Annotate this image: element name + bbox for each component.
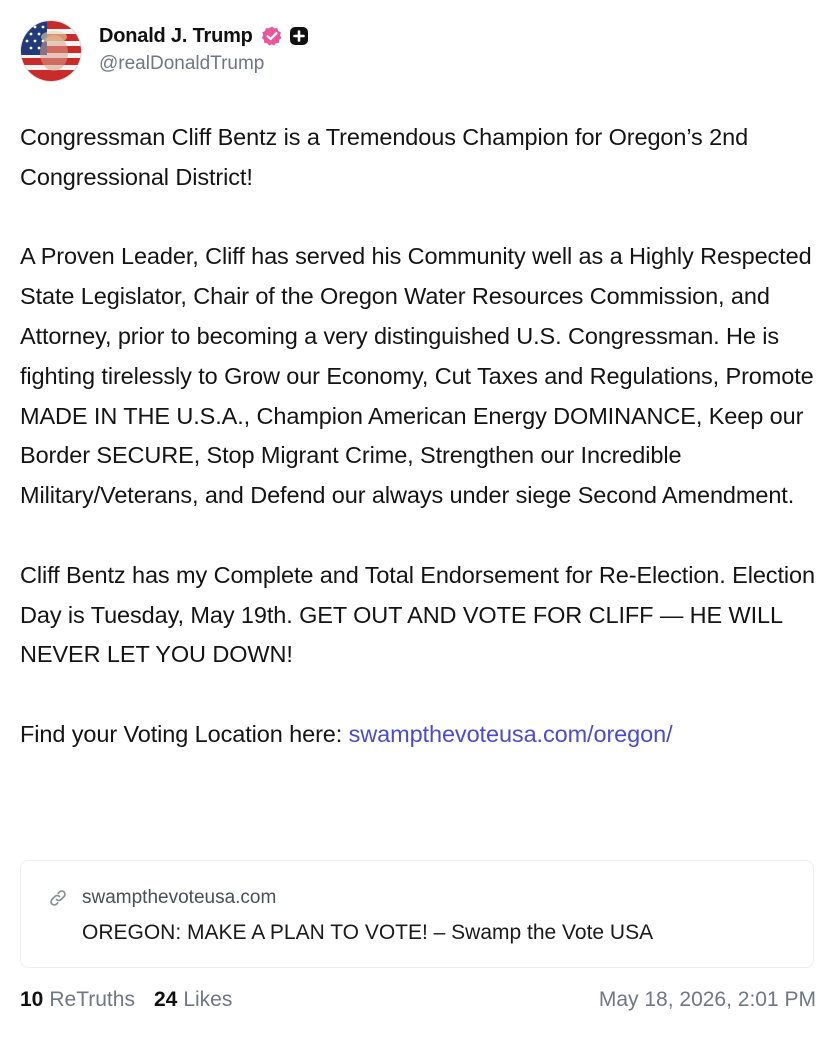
post-header: [20, 20, 309, 82]
link-preview-card[interactable]: [20, 860, 814, 968]
author-names: [99, 21, 309, 75]
retruths-label: ReTruths: [49, 988, 135, 1011]
voting-location-prefix: Find your Voting Location here:: [20, 720, 349, 747]
post-timestamp[interactable]: May 18, 2026, 2:01 PM: [598, 988, 816, 1011]
avatar[interactable]: [20, 20, 82, 82]
verified-badge-icon: [261, 25, 283, 47]
link-card-domain: swampthevoteusa.com: [82, 887, 277, 908]
post-paragraph: A Proven Leader, Cliff has served his Community well as a Highly Respected State Legislator, Chair of the Oregon Water Resources Commission, and Attorney, prior to becoming a very distinguished U.S. Congressman. He is fighting tirelessly to Grow our Economy, Cut Taxes and Regulations, Promote MADE IN THE U.S.A., Champion American Energy DOMINANCE, Keep our Border SECURE, Stop Migrant Crime, Strengthen our Incredible Military/Veterans, and Defend our always under siege Second Amendment.: [20, 243, 814, 509]
retruths-count: 10: [20, 988, 44, 1011]
plus-badge-icon: [289, 26, 309, 46]
post-paragraph: Cliff Bentz has my Complete and Total Endorsement for Re-Election. Election Day is Tuesday, May 19th. GET OUT AND VOTE FOR CLIFF — HE WILL NEVER LET YOU DOWN!: [20, 561, 815, 668]
avatar-image: [21, 21, 81, 81]
author-handle[interactable]: @realDonaldTrump: [99, 53, 265, 74]
name-row: [99, 21, 309, 51]
likes-stat[interactable]: [154, 988, 232, 1012]
voting-location-line: [20, 715, 830, 755]
likes-label: Likes: [183, 988, 233, 1011]
display-name[interactable]: Donald J. Trump: [99, 24, 253, 47]
link-icon: [48, 888, 68, 908]
retruths-stat[interactable]: [20, 988, 135, 1012]
post-paragraph: Congressman Cliff Bentz is a Tremendous Champion for Oregon’s 2nd Congressional District!: [20, 124, 749, 190]
post-body: [20, 118, 830, 755]
link-card-title: OREGON: MAKE A PLAN TO VOTE! – Swamp the Vote USA: [82, 921, 654, 944]
link-card-domain-row: [48, 887, 276, 909]
voting-location-link[interactable]: swampthevoteusa.com/oregon/: [348, 720, 673, 747]
post-footer: [20, 984, 816, 1016]
likes-count: 24: [153, 988, 178, 1011]
